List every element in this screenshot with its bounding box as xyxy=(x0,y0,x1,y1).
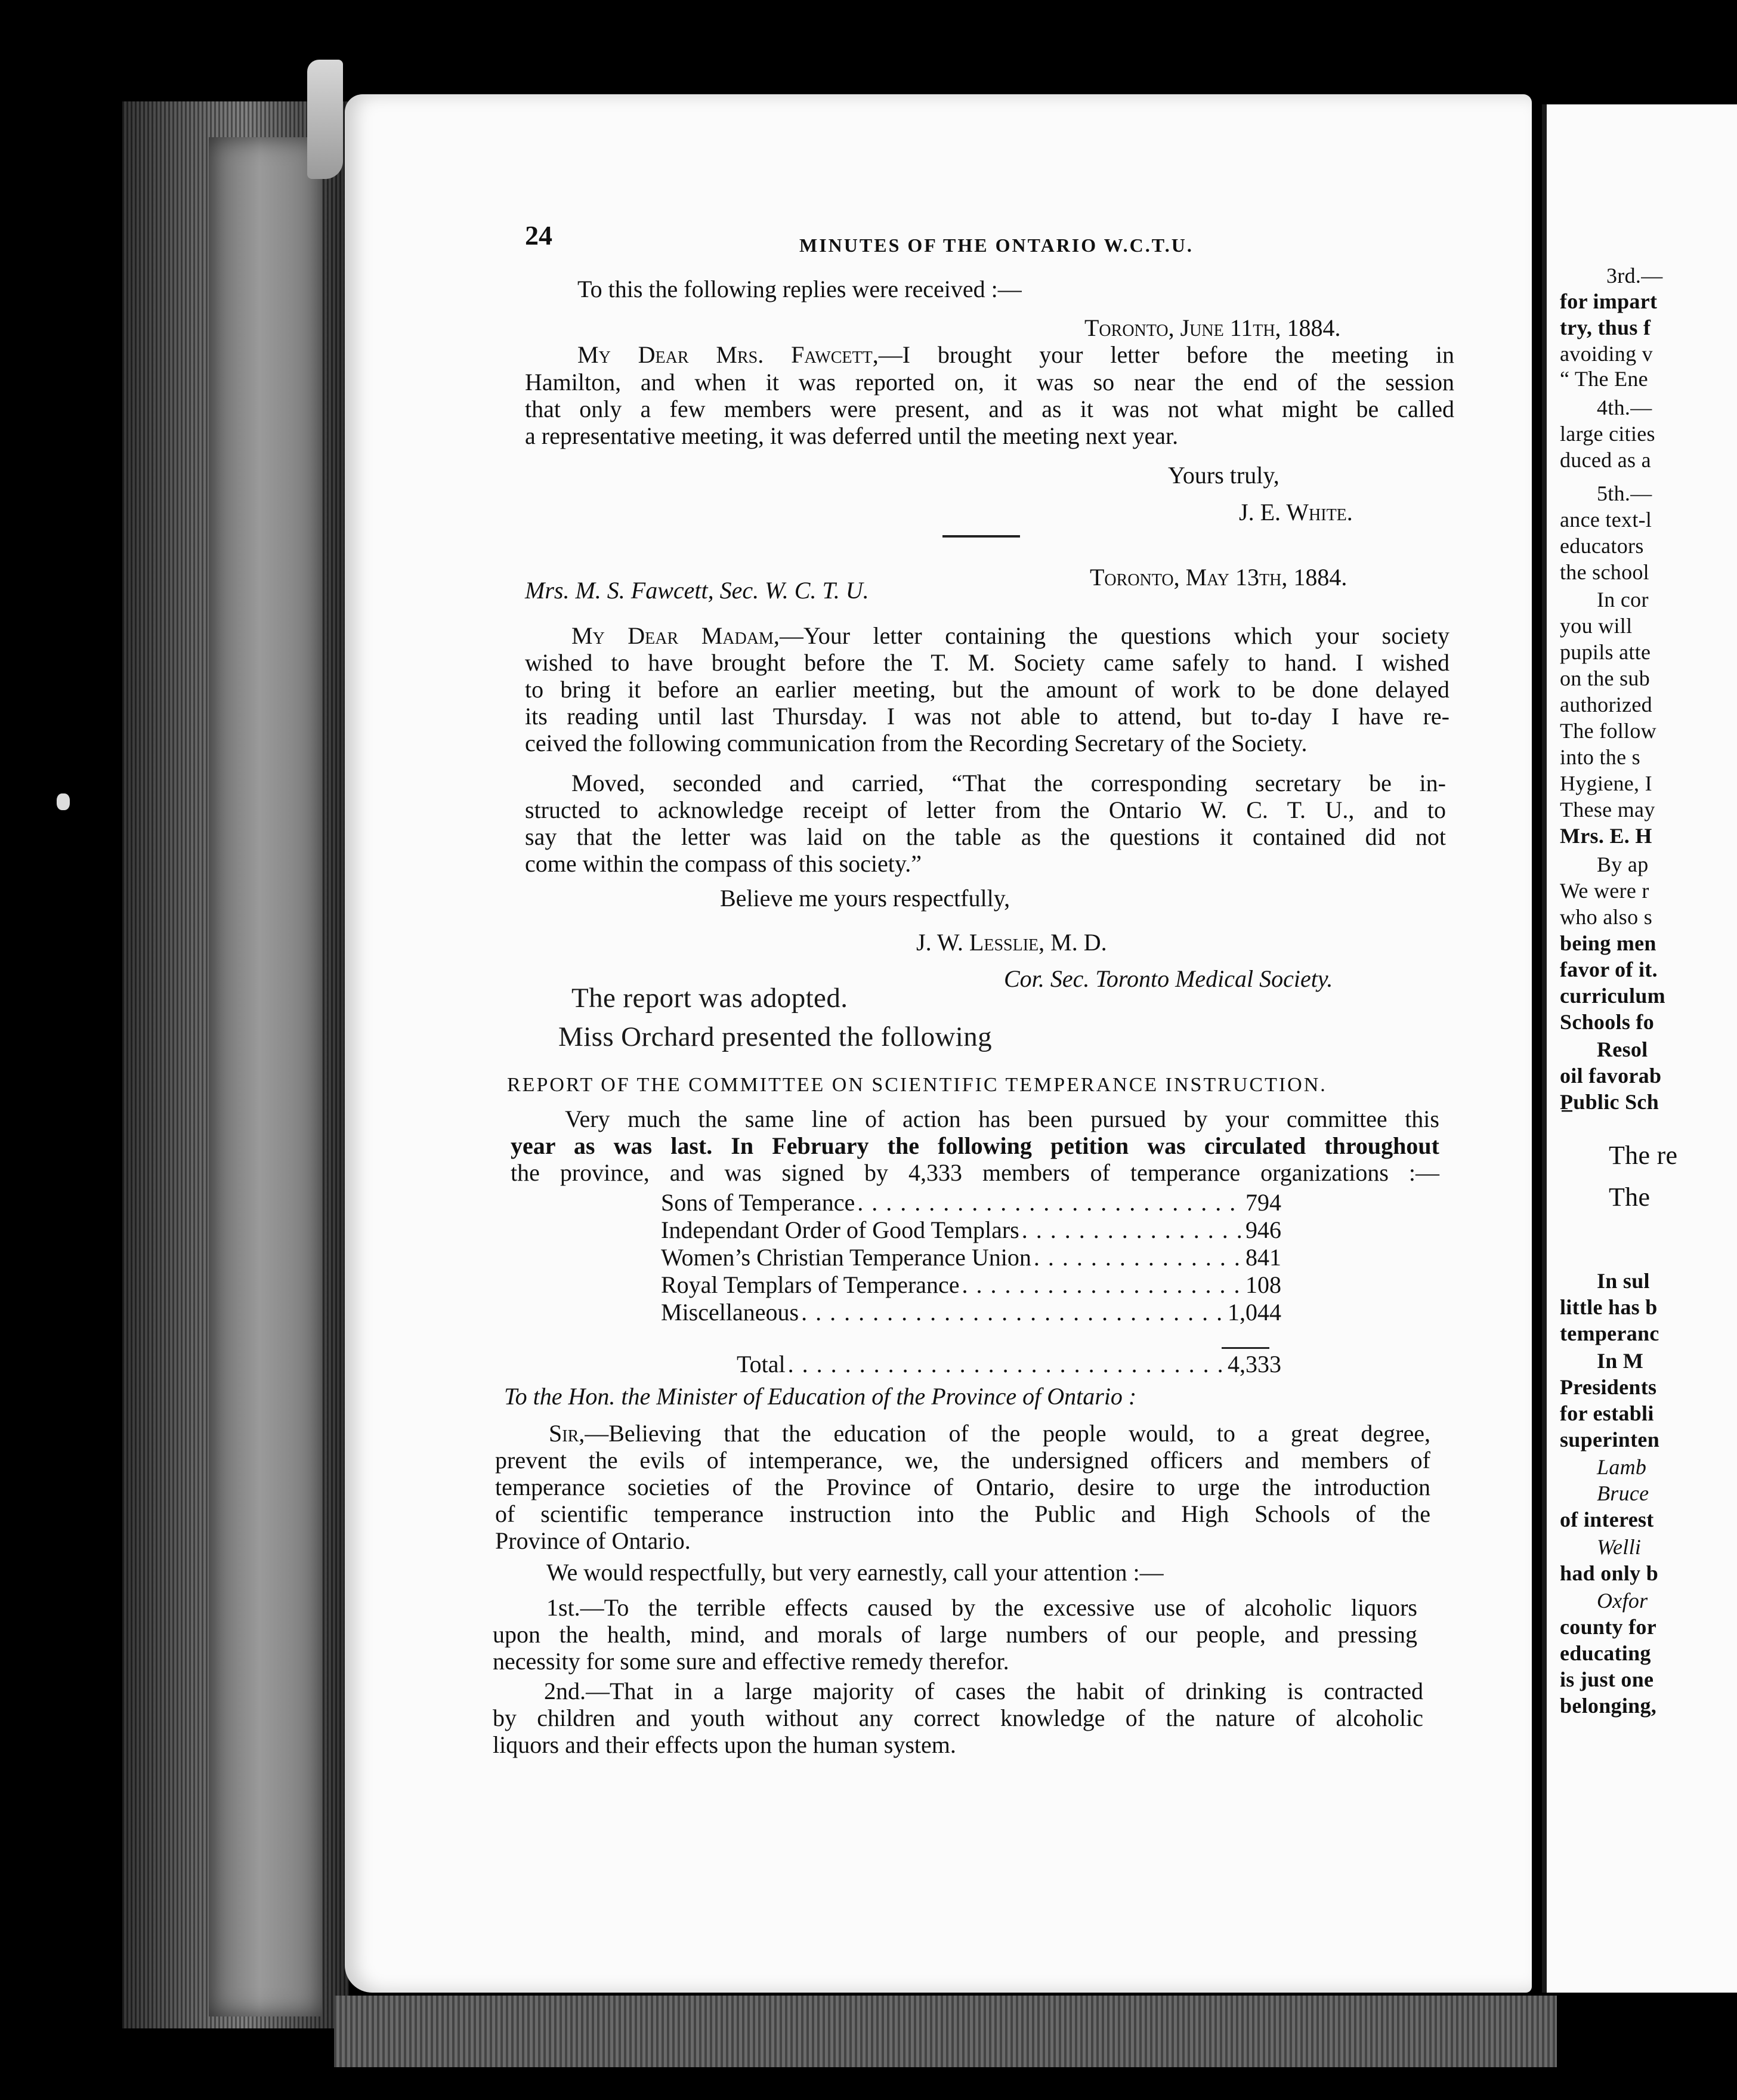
facing-line: superinten xyxy=(1560,1428,1660,1452)
facing-line: county for xyxy=(1560,1615,1656,1639)
facing-line: Welli xyxy=(1597,1535,1642,1559)
facing-line: favor of it. xyxy=(1560,958,1658,981)
letter2-line-1: My Dear Madam,—Your letter containing the questions which your society xyxy=(571,622,1449,649)
letter2-line-3: to bring it before an earlier meeting, but the amount of work to be done delayed xyxy=(525,676,1449,703)
signatory-row xyxy=(661,1271,1281,1299)
running-head: MINUTES OF THE ONTARIO W.C.T.U. xyxy=(799,234,1194,256)
facing-line: into the s xyxy=(1560,745,1640,769)
total-label: Total xyxy=(737,1351,786,1378)
signatory-name: Sons of Temperance xyxy=(661,1189,855,1216)
letter1-dateline: Toronto, June 11th, 1884. xyxy=(1084,314,1341,341)
letter1-line-4: a representative meeting, it was deferred until the meeting next year. xyxy=(525,422,1179,449)
book-gutter xyxy=(209,137,322,2016)
letter2-addressee: Mrs. M. S. Fawcett, Sec. W. C. T. U. xyxy=(525,577,869,604)
facing-line: of interest xyxy=(1560,1508,1654,1531)
facing-line: large cities xyxy=(1560,422,1655,446)
point1-line-3: necessity for some sure and effective remedy therefor. xyxy=(493,1648,1009,1675)
letter1-line-1: My Dear Mrs. Fawcett,—I brought your letter before the meeting in xyxy=(577,341,1455,368)
intro-line: To this the following replies were received :— xyxy=(577,276,1022,302)
signatory-count: 1,044 xyxy=(1228,1299,1281,1326)
facing-line: The xyxy=(1609,1182,1651,1212)
petition-line-1: Sir,—Believing that the education of the people would, to a great degree, xyxy=(549,1420,1430,1447)
signatory-row xyxy=(661,1189,1281,1216)
facing-line: educators xyxy=(1560,534,1644,558)
signatory-count: 108 xyxy=(1245,1271,1281,1298)
point2-line-3: liquors and their effects upon the human system. xyxy=(493,1731,956,1758)
signatory-row xyxy=(661,1216,1281,1244)
facing-line: for impart xyxy=(1560,289,1658,313)
facing-line: the school xyxy=(1560,560,1649,584)
facing-page xyxy=(1542,104,1737,1993)
signatory-row xyxy=(661,1299,1281,1326)
facing-line: ance text-l xyxy=(1560,508,1652,532)
petition-addressee: To the Hon. the Minister of Education of the Province of Ontario : xyxy=(504,1383,1137,1410)
letter1-signature: J. E. White. xyxy=(1239,499,1353,526)
facing-line: little has b xyxy=(1560,1295,1658,1319)
point2-line-1: 2nd.—That in a large majority of cases the habit of drinking is contracted xyxy=(544,1678,1423,1704)
facing-line: curriculum xyxy=(1560,984,1665,1008)
total-row xyxy=(737,1351,1281,1378)
motion-line-2: structed to acknowledge receipt of letter from the Ontario W. C. T. U., and to xyxy=(525,796,1446,823)
facing-line: “ The Ene xyxy=(1560,367,1648,391)
facing-line: These may xyxy=(1560,798,1655,822)
page-number: 24 xyxy=(525,220,552,251)
petition-line-5: Province of Ontario. xyxy=(495,1527,691,1554)
dot-leader xyxy=(801,1299,1225,1326)
facing-line: In cor xyxy=(1597,588,1649,612)
facing-line: Bruce xyxy=(1597,1481,1649,1505)
scan-speck xyxy=(57,793,70,810)
dot-leader xyxy=(857,1189,1243,1216)
facing-line: Lamb xyxy=(1597,1455,1647,1479)
facing-line: Hygiene, I xyxy=(1560,771,1652,795)
total-value: 4,333 xyxy=(1228,1351,1281,1378)
facing-line: Resol xyxy=(1597,1037,1648,1061)
facing-line: authorized xyxy=(1560,693,1652,717)
petition-line-4: of scientific temperance instruction into the Public and High Schools of the xyxy=(495,1500,1430,1527)
motion-line-4: come within the compass of this society.” xyxy=(525,850,922,877)
facing-line: belonging, xyxy=(1560,1694,1657,1718)
facing-line: is just one xyxy=(1560,1667,1654,1691)
facing-line: for establi xyxy=(1560,1401,1654,1425)
letter2-line-4: its reading until last Thursday. I was not able to attend, but to-day I have re- xyxy=(525,703,1449,730)
facing-line: educating xyxy=(1560,1641,1651,1665)
facing-line: oil favorab xyxy=(1560,1064,1662,1088)
report-line-2: year as was last. In February the following petition was circulated throughout xyxy=(511,1132,1439,1159)
facing-line: Oxfor xyxy=(1597,1589,1648,1613)
handwritten-presented: Miss Orchard presented the following xyxy=(558,1021,993,1052)
facing-line: The re xyxy=(1609,1141,1678,1170)
report-line-1: Very much the same line of action has been pursued by your committee this xyxy=(565,1105,1439,1132)
facing-line: Mrs. E. H xyxy=(1560,824,1652,848)
facing-line: We were r xyxy=(1560,879,1649,903)
point1-line-2: upon the health, mind, and morals of large numbers of our people, and pressing xyxy=(493,1621,1417,1648)
petition-attention: We would respectfully, but very earnestly, call your attention :— xyxy=(546,1559,1164,1586)
bottom-binding xyxy=(334,1996,1557,2067)
motion-line-1: Moved, seconded and carried, “That the corresponding secretary be in- xyxy=(571,770,1446,796)
facing-line: 5th.— xyxy=(1597,481,1652,505)
dot-leader xyxy=(962,1271,1243,1299)
facing-line: P̲ublic Sch xyxy=(1560,1090,1659,1114)
facing-line: In M xyxy=(1597,1349,1644,1373)
point2-line-2: by children and youth without any correct knowledge of the nature of alcoholic xyxy=(493,1704,1423,1731)
letter1-closing: Yours truly, xyxy=(1168,462,1279,489)
petition-line-2: prevent the evils of intemperance, we, the undersigned officers and members of xyxy=(495,1447,1430,1474)
facing-line: In sul xyxy=(1597,1269,1650,1293)
point1-line-1: 1st.—To the terrible effects caused by the excessive use of alcoholic liquors xyxy=(546,1594,1417,1621)
signatory-name: Independant Order of Good Templars xyxy=(661,1216,1019,1243)
motion-line-3: say that the letter was laid on the table as the questions it contained did not xyxy=(525,823,1446,850)
facing-line: 3rd.— xyxy=(1606,264,1663,288)
letter1-line-2: Hamilton, and when it was reported on, it was so near the end of the session xyxy=(525,369,1454,396)
section-divider xyxy=(942,535,1020,538)
facing-line: on the sub xyxy=(1560,666,1650,690)
facing-line: 4th.— xyxy=(1597,396,1652,419)
signatory-count: 841 xyxy=(1245,1244,1281,1271)
report-line-3: the province, and was signed by 4,333 members of temperance organizations :— xyxy=(511,1159,1439,1186)
letter2-dateline: Toronto, May 13th, 1884. xyxy=(1090,564,1347,591)
letter2-closing: Believe me yours respectfully, xyxy=(720,885,1010,912)
dot-leader xyxy=(788,1351,1225,1378)
facing-line: By ap xyxy=(1597,853,1649,876)
signatory-name: Royal Templars of Temperance xyxy=(661,1271,960,1298)
report-heading: REPORT OF THE COMMITTEE ON SCIENTIFIC TEMPERANCE INSTRUCTION. xyxy=(507,1074,1327,1096)
signatory-row xyxy=(661,1244,1281,1271)
dot-leader xyxy=(1022,1216,1243,1244)
facing-line: The follow xyxy=(1560,719,1656,743)
total-rule xyxy=(1222,1347,1269,1349)
signatory-name: Women’s Christian Temperance Union xyxy=(661,1244,1031,1271)
letter2-signature: J. W. Lesslie, M. D. xyxy=(916,929,1107,956)
facing-line: who also s xyxy=(1560,905,1652,929)
facing-line: you will xyxy=(1560,614,1633,638)
handwritten-adopted: The report was adopted. xyxy=(571,983,848,1014)
signatory-name: Miscellaneous xyxy=(661,1299,799,1326)
facing-line: being men xyxy=(1560,931,1656,955)
facing-line: pupils atte xyxy=(1560,640,1651,664)
facing-line: Presidents xyxy=(1560,1375,1657,1399)
letter2-signature-title: Cor. Sec. Toronto Medical Society. xyxy=(1004,965,1333,992)
facing-line: avoiding v xyxy=(1560,342,1653,366)
facing-line: duced as a xyxy=(1560,448,1651,472)
letter2-line-5: ceived the following communication from the Recording Secretary of the Society. xyxy=(525,730,1308,756)
facing-line: temperanc xyxy=(1560,1321,1659,1345)
facing-line: had only b xyxy=(1560,1561,1659,1585)
letter1-line-3: that only a few members were present, and as it was not what might be called xyxy=(525,396,1454,422)
facing-line: Schools fo xyxy=(1560,1010,1655,1034)
petition-line-3: temperance societies of the Province of Ontario, desire to urge the introduction xyxy=(495,1474,1430,1500)
signatory-count: 794 xyxy=(1245,1189,1281,1216)
page-fold-tab xyxy=(307,60,343,179)
dot-leader xyxy=(1034,1244,1243,1271)
facing-line: try, thus f xyxy=(1560,316,1651,339)
letter2-line-2: wished to have brought before the T. M. Society came safely to hand. I wished xyxy=(525,649,1449,676)
signatory-count: 946 xyxy=(1245,1216,1281,1243)
